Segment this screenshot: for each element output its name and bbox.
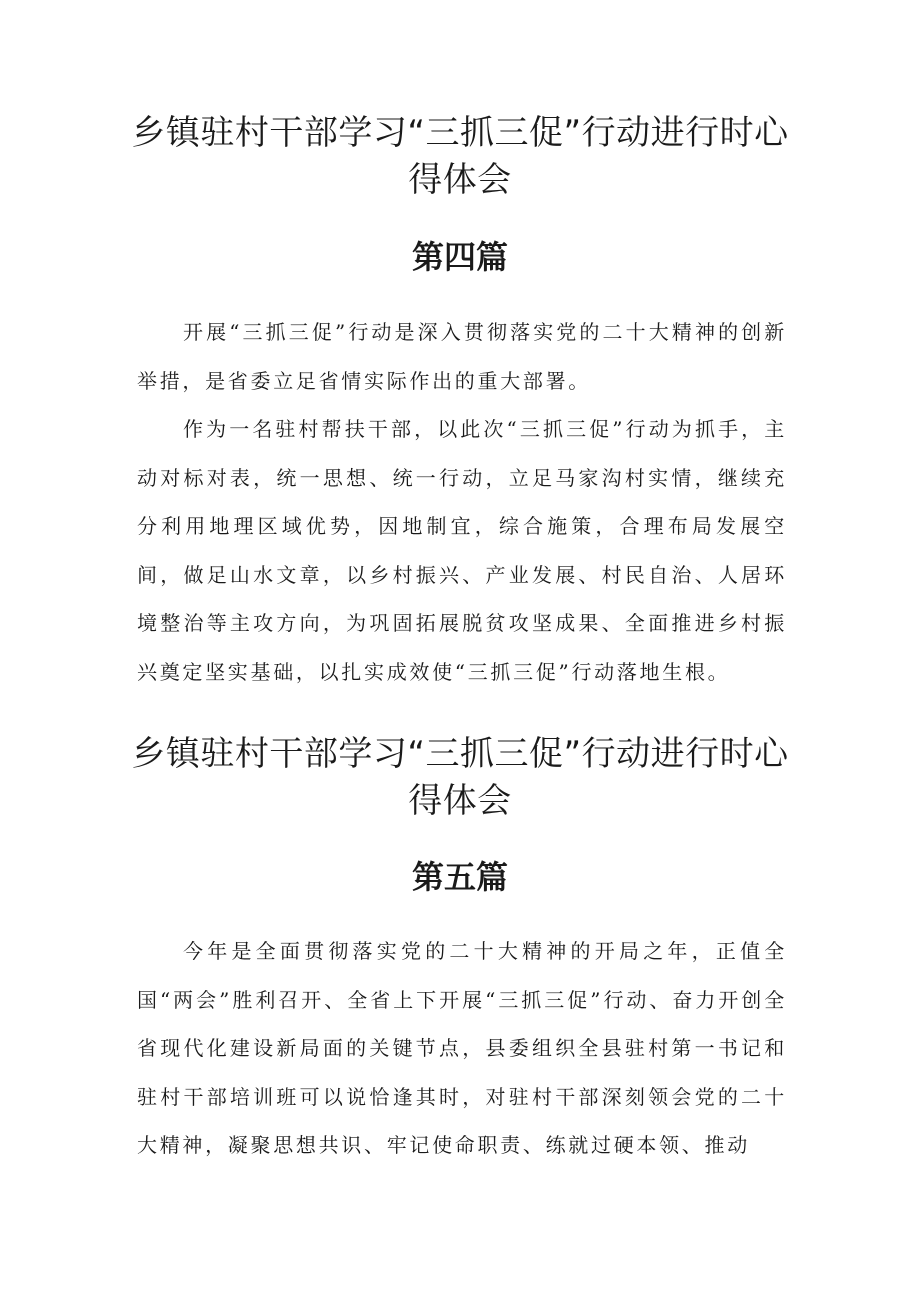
document-title: 乡镇驻村干部学习“三抓三促”行动进行时心得体会: [131, 113, 789, 200]
document-title: 乡镇驻村干部学习“三抓三促”行动进行时心得体会: [131, 734, 789, 821]
section-heading: 第五篇: [411, 858, 508, 896]
body-paragraph: 开展“三抓三促”行动是深入贯彻落实党的二十大精神的创新举措，是省委立足省情实际作出的重大部署。: [137, 320, 787, 393]
section-heading: 第四篇: [411, 238, 508, 276]
body-paragraph: 今年是全面贯彻落实党的二十大精神的开局之年，正值全国“两会”胜利召开、全省上下开展“三抓三促”行动、奋力开创全省现代化建设新局面的关键节点，县委组织全县驻村第一书记和驻村干部培训班可以说恰逢其时，对驻村干部深刻领会党的二十大精神，凝聚思想共识、牢记使命职责、练就过硬本领、推动: [137, 939, 787, 1158]
body-paragraph: 作为一名驻村帮扶干部，以此次“三抓三促”行动为抓手，主动对标对表，统一思想、统一行动，立足马家沟村实情，继续充分利用地理区域优势，因地制宜，综合施策，合理布局发展空间，做足山水文章，以乡村振兴、产业发展、村民自治、人居环境整治等主攻方向，为巩固拓展脱贫攻坚成果、全面推进乡村振兴奠定坚实基础，以扎实成效使“三抓三促”行动落地生根。: [137, 417, 787, 684]
